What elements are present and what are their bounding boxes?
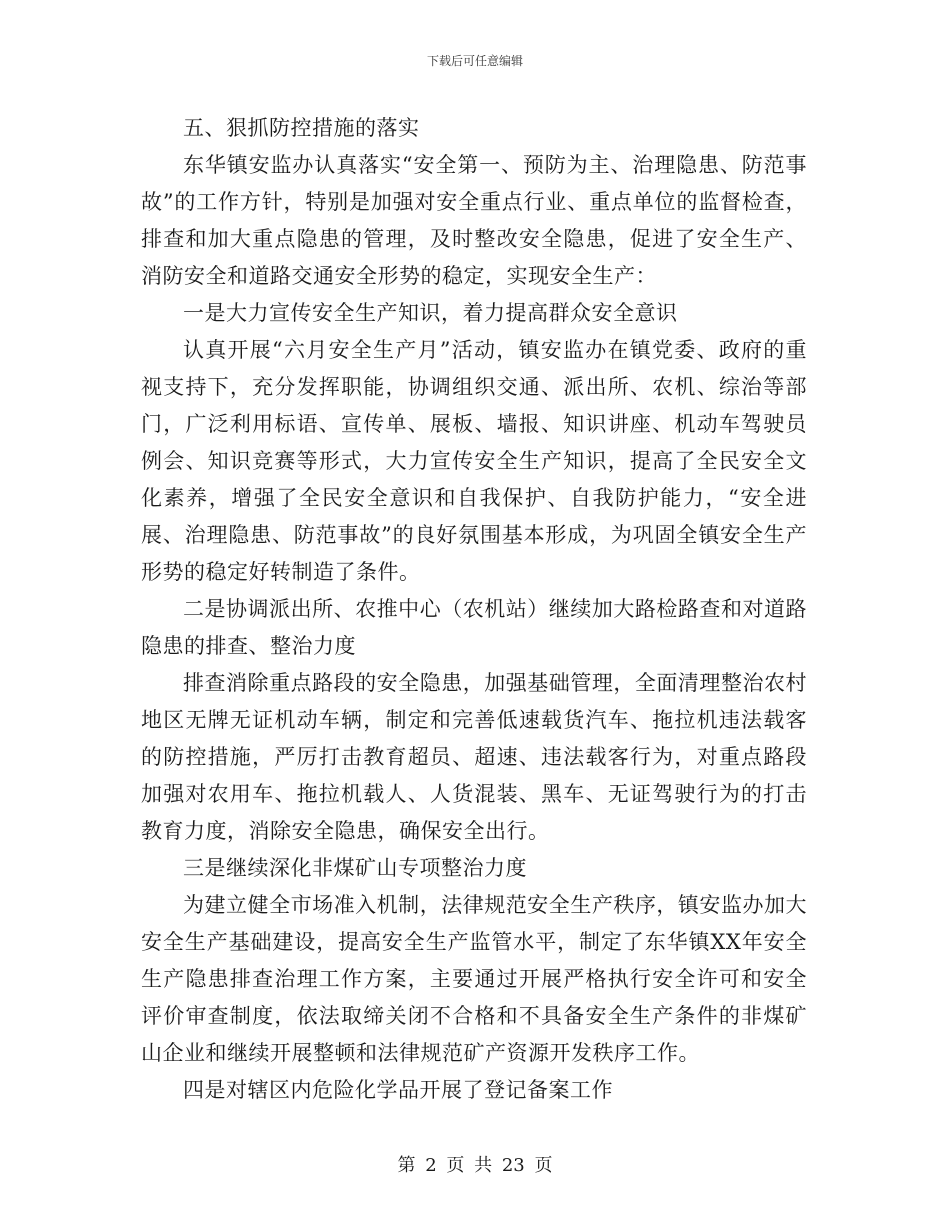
- body-paragraph: 为建立健全市场准入机制，法律规范安全生产秩序，镇安监办加大安全生产基础建设，提高安全生产监管水平，制定了东华镇XX年安全生产隐患排查治理工作方案，主要通过开展严格执行安全许可和安全评价审查制度，依法取缔关闭不合格和不具备安全生产条件的非煤矿山企业和继续开展整顿和法律规范矿产资源开发秩序工作。: [141, 893, 807, 1065]
- subsection-heading: 四是对辖区内危险化学品开展了登记备案工作: [183, 1078, 613, 1102]
- page-number-footer: 第 2 页 共 23 页: [397, 1155, 553, 1176]
- subsection-heading: 三是继续深化非煤矿山专项整治力度: [183, 856, 527, 880]
- subsection-heading: 二是协调派出所、农推中心（农机站）继续加大路检路查和对道路隐患的排查、整治力度: [141, 597, 807, 658]
- page-header-note: 下载后可任意编辑: [426, 54, 523, 68]
- body-paragraph: 认真开展“六月安全生产月”活动，镇安监办在镇党委、政府的重视支持下，充分发挥职能，协调组织交通、派出所、农机、综治等部门，广泛利用标语、宣传单、展板、墙报、知识讲座、机动车驾驶员例会、知识竞赛等形式，大力宣传安全生产知识，提高了全民安全文化素养，增强了全民安全意识和自我保护、自我防护能力，“安全进展、治理隐患、防范事故”的良好氛围基本形成，为巩固全镇安全生产形势的稳定好转制造了条件。: [141, 338, 807, 584]
- body-paragraph: 东华镇安监办认真落实“安全第一、预防为主、治理隐患、防范事故”的工作方针，特别是加强对安全重点行业、重点单位的监督检查，排查和加大重点隐患的管理，及时整改安全隐患，促进了安全生产、消防安全和道路交通安全形势的稳定，实现安全生产：: [141, 153, 807, 288]
- document-body: [141, 110, 807, 1109]
- body-paragraph: 排查消除重点路段的安全隐患，加强基础管理，全面清理整治农村地区无牌无证机动车辆，制定和完善低速载货汽车、拖拉机违法载客的防控措施，严厉打击教育超员、超速、违法载客行为，对重点路段加强对农用车、拖拉机载人、人货混装、黑车、无证驾驶行为的打击教育力度，消除安全隐患，确保安全出行。: [141, 671, 807, 843]
- section-heading: 五、狠抓防控措施的落实: [183, 116, 420, 140]
- subsection-heading: 一是大力宣传安全生产知识，着力提高群众安全意识: [183, 301, 678, 325]
